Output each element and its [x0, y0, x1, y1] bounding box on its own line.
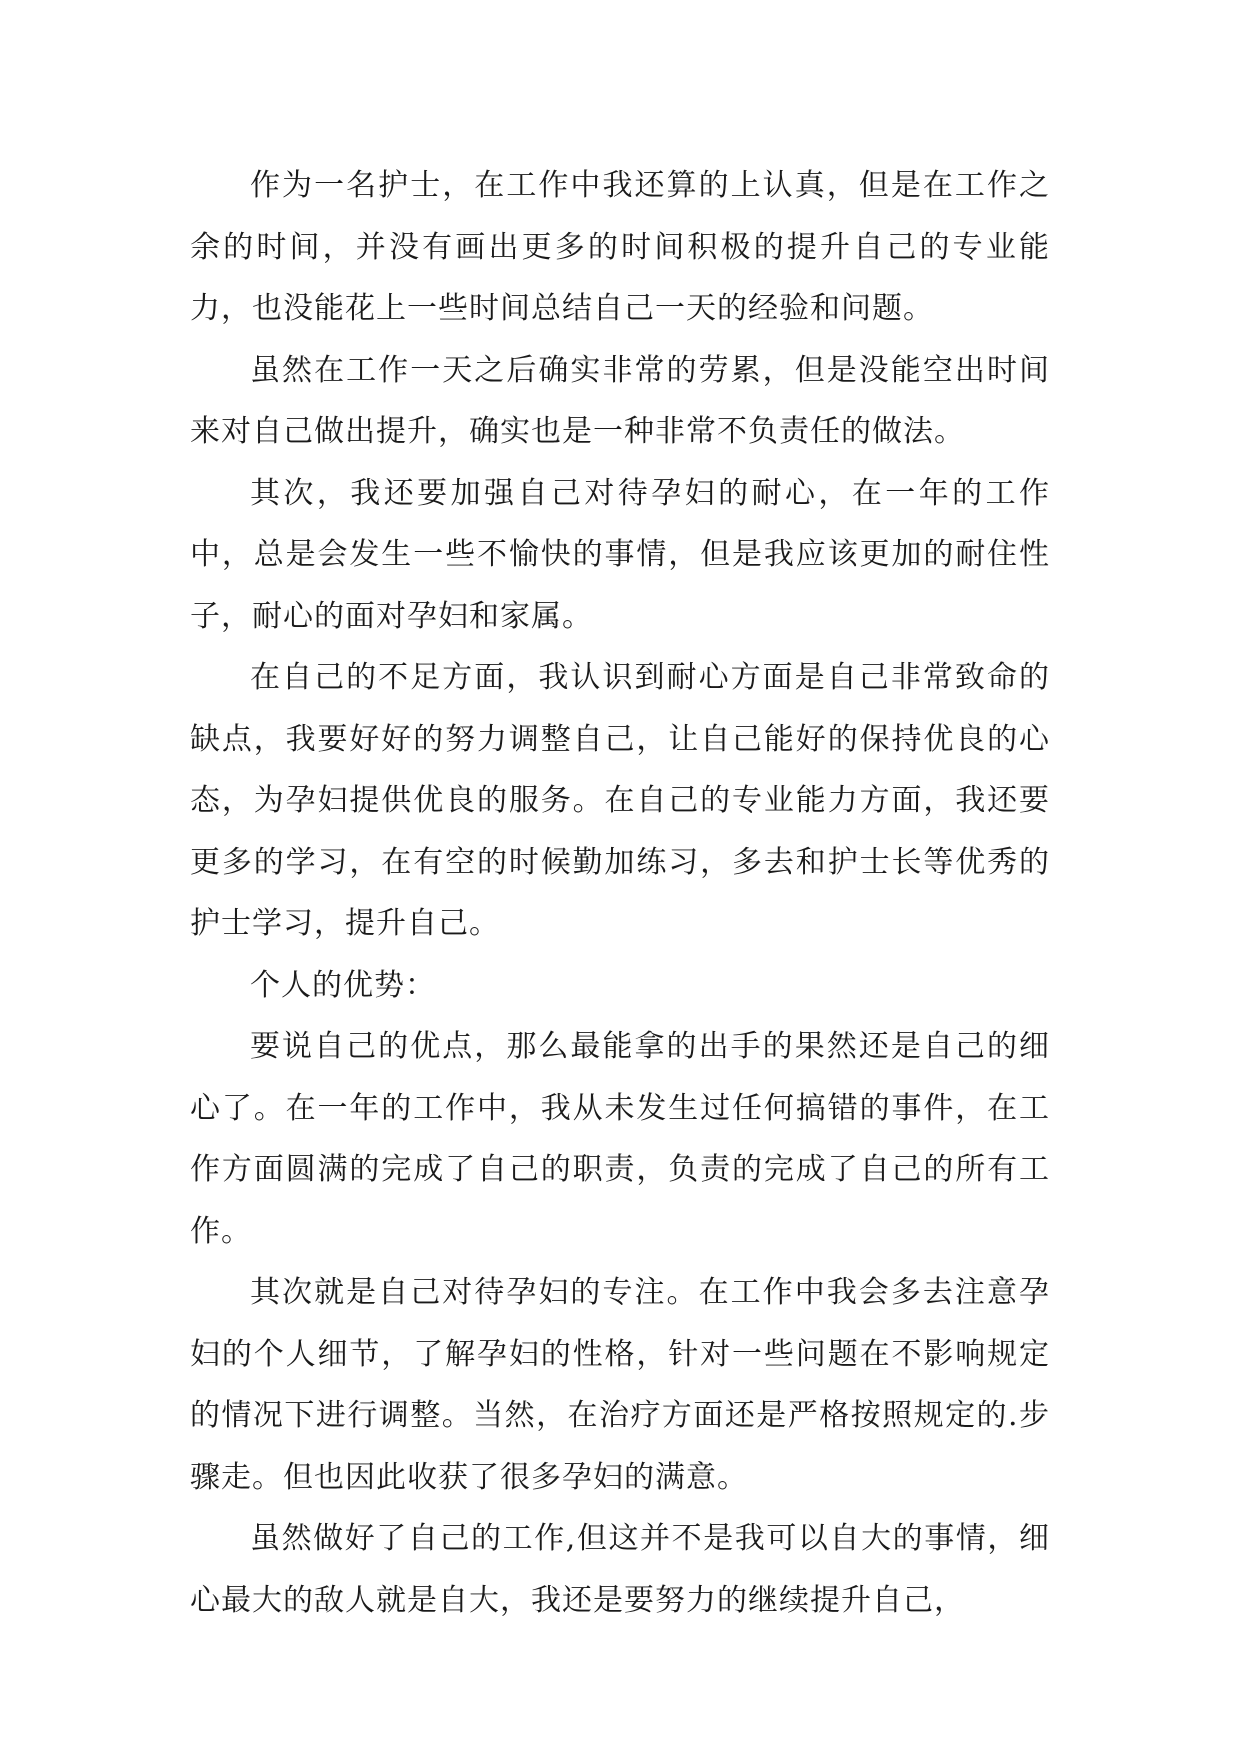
- paragraph-2: 虽然在工作一天之后确实非常的劳累，但是没能空出时间来对自己做出提升，确实也是一种非常不负责任的做法。: [190, 352, 1050, 449]
- paragraph-5: 要说自己的优点，那么最能拿的出手的果然还是自己的细心了。在一年的工作中，我从未发生过任何搞错的事件，在工作方面圆满的完成了自己的职责，负责的完成了自己的所有工作。: [190, 1029, 1050, 1249]
- paragraph-6: 其次就是自己对待孕妇的专注。在工作中我会多去注意孕妇的个人细节，了解孕妇的性格，针对一些问题在不影响规定的情况下进行调整。当然，在治疗方面还是严格按照规定的.步骤走。但也因此收获了很多孕妇的满意。: [190, 1275, 1050, 1495]
- section-heading-strengths: 个人的优势：: [250, 967, 436, 1003]
- paragraph-3: 其次，我还要加强自己对待孕妇的耐心，在一年的工作中，总是会发生一些不愉快的事情，但是我应该更加的耐住性子，耐心的面对孕妇和家属。: [190, 475, 1050, 634]
- document-body: [190, 155, 1050, 1631]
- paragraph-4: 在自己的不足方面，我认识到耐心方面是自己非常致命的缺点，我要好好的努力调整自己，让自己能好的保持优良的心态，为孕妇提供优良的服务。在自己的专业能力方面，我还要更多的学习，在有空的时候勤加练习，多去和护士长等优秀的护士学习，提升自己。: [190, 660, 1050, 941]
- paragraph-7: 虽然做好了自己的工作,但这并不是我可以自大的事情，细心最大的敌人就是自大，我还是要努力的继续提升自己，: [190, 1521, 1050, 1618]
- paragraph-1: 作为一名护士，在工作中我还算的上认真，但是在工作之余的时间，并没有画出更多的时间积极的提升自己的专业能力，也没能花上一些时间总结自己一天的经验和问题。: [190, 168, 1050, 326]
